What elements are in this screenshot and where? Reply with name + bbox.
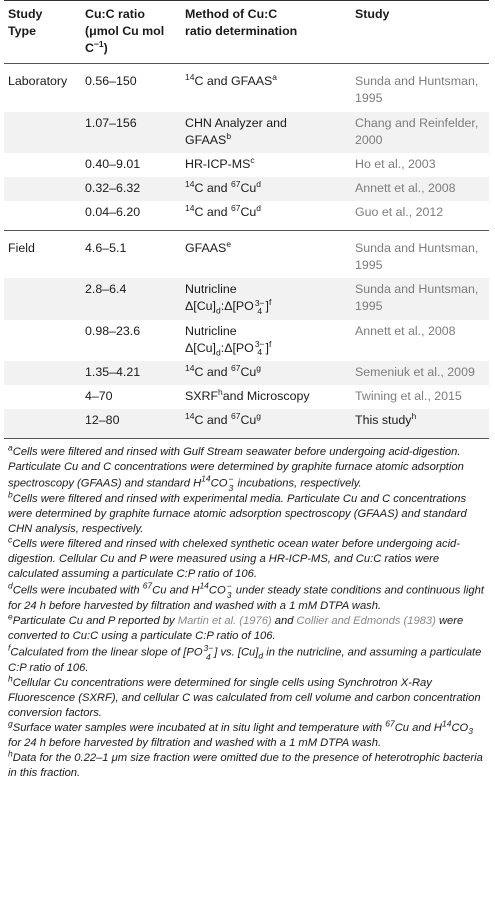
cell-method: $HR-ICP-MS^c$	[181, 153, 351, 177]
cell-study: Semeniuk et al., 2009	[351, 361, 489, 385]
cell-study: Annett et al., 2008	[351, 320, 489, 361]
cell-study: Twining et al., 2015	[351, 385, 489, 409]
table-row	[4, 177, 489, 201]
cell-study: This study$^h$	[351, 409, 489, 439]
table-footnotes	[4, 442, 489, 781]
cell-study: Sunda and Huntsman, 1995	[351, 231, 489, 279]
cell-method: Nutricline $\Delta[Cu]_d:\Delta[PO$ 3− 4 ]$^f$	[181, 278, 351, 319]
cell-ratio: 2.8–6.4	[81, 278, 181, 319]
cell-method: $^{14}$C and $^{67}$Cu$^g$	[181, 409, 351, 439]
table-row	[4, 278, 489, 319]
footnote-f: $^f$Calculated from the linear slope of [PO 3− 4 ] vs. $[Cu]_d$ in the nutricline, and assuming a particulate C:P ratio of 106.	[8, 643, 482, 675]
cell-method: $^{14}$C and $^{67}$Cu$^d$	[181, 201, 351, 231]
header-study: Study	[351, 1, 489, 64]
table-row	[4, 64, 489, 112]
cell-method: $^{14}$C and $^{67}$Cu$^g$	[181, 361, 351, 385]
table-row	[4, 153, 489, 177]
table-row	[4, 231, 489, 279]
footnote-h-size: $^h$Data for the 0.22–1 μm size fraction were omitted due to the presence of heterotrophic bacteria in this fraction.	[8, 748, 483, 780]
footnote-d: $^d$Cells were incubated with $^{67}$Cu and $H^{14}CO$ − 3 under steady state conditions and continuous light for 24 h before harvested by filtration and washed with a 1 mM DTPA wash.	[8, 581, 484, 613]
cell-ratio: 0.98–23.6	[81, 320, 181, 361]
footnote-c: $^c$Cells were filtered and rinsed with chelexed synthetic ocean water before undergoing acid-digestion. Cellular Cu and P were measured using a HR-ICP-MS, and Cu:C ratios were calculated assuming a particulate C:P ratio of 106.	[8, 534, 461, 581]
reference-link[interactable]: Martin et al. (1976)	[177, 615, 272, 628]
reference-link[interactable]: Collier and Edmonds (1983)	[296, 615, 436, 628]
header-method: Method of Cu:C ratio determination	[181, 1, 351, 64]
table-header	[4, 1, 489, 64]
table-row	[4, 409, 489, 439]
footnote-h-sxrf: $^h$Cellular Cu concentrations were determined for single cells using Synchrotron X-Ray Fluorescence (SXRF), and cellular C was calculated from cell volume and carbon concentration conversion factors.	[8, 673, 481, 720]
cell-method: Nutricline $\Delta[Cu]_d:\Delta[PO$ 3− 4 ]$^f$	[181, 320, 351, 361]
cell-study: Sunda and Huntsman, 1995	[351, 64, 489, 112]
cell-ratio: 1.07–156	[81, 112, 181, 153]
cell-study: Ho et al., 2003	[351, 153, 489, 177]
cell-ratio: 0.40–9.01	[81, 153, 181, 177]
cu-c-ratio-table	[4, 0, 489, 439]
header-study-type: Study Type	[4, 1, 81, 64]
cell-ratio: 4.6–5.1	[81, 231, 181, 279]
cell-ratio: 12–80	[81, 409, 181, 439]
cell-method: $^{14}$C and $^{67}$Cu$^d$	[181, 177, 351, 201]
cell-method: SXRF$^h$and Microscopy	[181, 385, 351, 409]
cell-study-type: Field	[4, 231, 81, 279]
footnote-b: $^b$Cells were filtered and rinsed with experimental media. Particulate Cu and C concentrations were determined by graphite furnace atomic adsorption spectroscopy (GFAAS) and standard CHN analysis, respectively.	[8, 489, 467, 536]
cell-ratio: 1.35–4.21	[81, 361, 181, 385]
cell-method: CHN Analyzer and GFAAS$^b$	[181, 112, 351, 153]
table-row	[4, 385, 489, 409]
table-row	[4, 201, 489, 231]
table-row	[4, 112, 489, 153]
footnote-a: $^a$Cells were filtered and rinsed with Gulf Stream seawater before undergoing acid-digestion. Particulate Cu and C concentrations were determined by graphite furnace atomic adsorption spectroscopy (GFAAS) and standard $H^{14}CO$ − 3 incubations, respectively.	[8, 442, 464, 493]
cell-ratio: 0.32–6.32	[81, 177, 181, 201]
table-row	[4, 320, 489, 361]
cell-study-type: Laboratory	[4, 64, 81, 112]
cell-method: GFAAS$^e$	[181, 231, 351, 279]
cell-study: Annett et al., 2008	[351, 177, 489, 201]
footnote-e: $^e$Particulate Cu and P reported by Martin et al. (1976) and Collier and Edmonds (1983) were converted to Cu:C using a particulate C:P ratio of 106.	[8, 611, 464, 643]
footnote-g: $^g$Surface water samples were incubated at in situ light and temperature with $^{67}$Cu and $H^{14}CO_3$ for 24 h before harvested by filtration and washed with a 1 mM DTPA wash.	[8, 718, 473, 750]
table-row	[4, 361, 489, 385]
cell-ratio: 4–70	[81, 385, 181, 409]
cell-study: Sunda and Huntsman, 1995	[351, 278, 489, 319]
header-cu-c-ratio: Cu:C ratio (μmol Cu mol $C^{-1}$)	[81, 1, 181, 64]
cell-method: $^{14}$C and GFAAS$^a$	[181, 64, 351, 112]
cell-ratio: 0.04–6.20	[81, 201, 181, 231]
cell-study: Guo et al., 2012	[351, 201, 489, 231]
cell-ratio: 0.56–150	[81, 64, 181, 112]
cell-study: Chang and Reinfelder, 2000	[351, 112, 489, 153]
